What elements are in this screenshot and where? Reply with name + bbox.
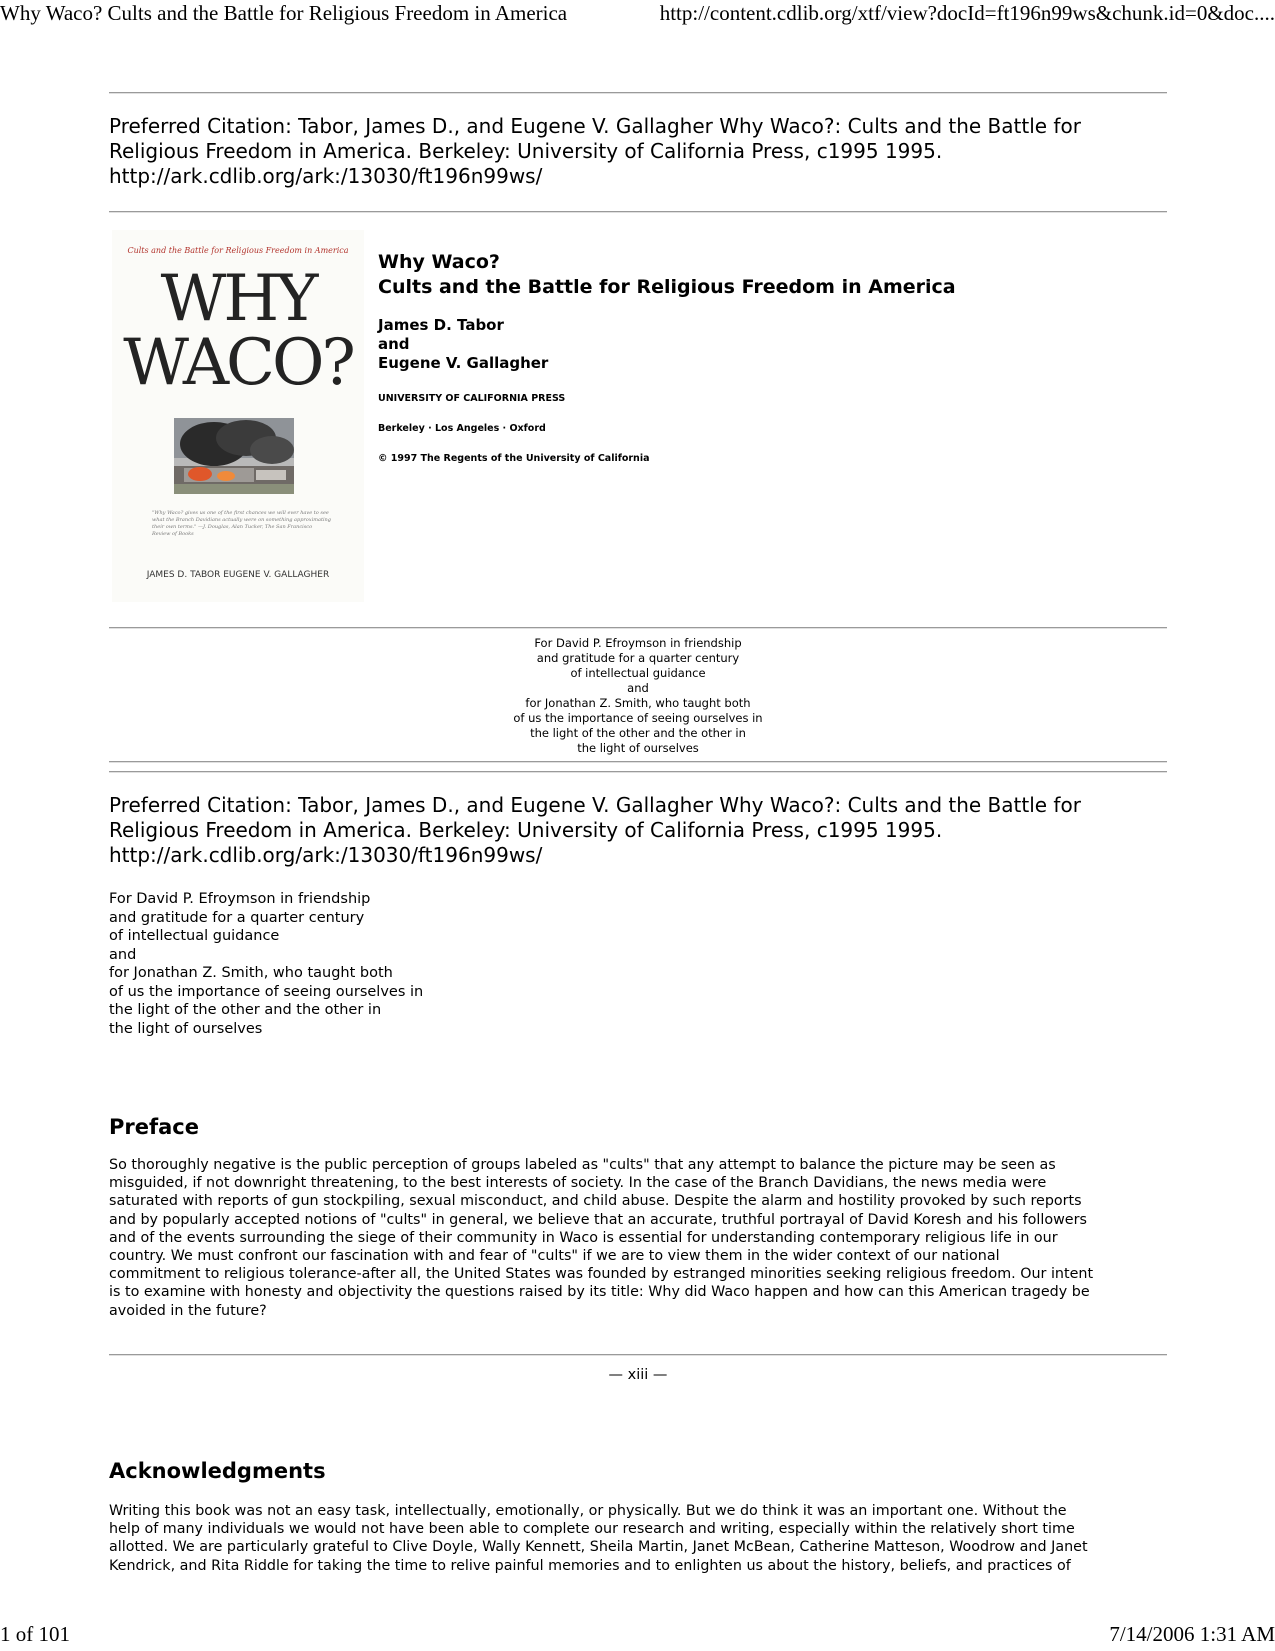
- divider: [109, 771, 1167, 773]
- dedication-line: and gratitude for a quarter century: [536, 651, 740, 665]
- section-heading: Preface: [109, 1115, 199, 1139]
- publisher-places: Berkeley · Los Angeles · Oxford: [378, 423, 546, 434]
- copyright-notice: © 1997 The Regents of the University of California: [378, 453, 650, 464]
- publisher-name: UNIVERSITY OF CALIFORNIA PRESS: [378, 393, 566, 404]
- dedication-line: the light of ourselves: [109, 1020, 263, 1037]
- dedication-line: for Jonathan Z. Smith, who taught both: [109, 965, 393, 981]
- divider: [109, 92, 1167, 94]
- dedication-line: For David P. Efroymson in friendship: [109, 891, 371, 907]
- cover-authors: JAMES D. TABOR EUGENE V. GALLAGHER: [146, 570, 330, 580]
- print-footer-page-count: 1 of 101: [0, 1622, 70, 1646]
- section-heading: Acknowledgments: [109, 1459, 326, 1483]
- divider: [109, 761, 1167, 763]
- dedication-left: [109, 890, 1167, 1038]
- divider: [109, 627, 1167, 629]
- preface-section: [109, 1114, 1167, 1140]
- paragraph-line: Writing this book was not an easy task, intellectually, emotionally, or physically. But we do think it was an important one. Without the: [109, 1503, 1067, 1519]
- dedication-line: the light of the other and the other in: [109, 1002, 382, 1018]
- paragraph-line: and by popularly accepted notions of "cults" in general, we believe that an accurate, truthful portrayal of David Koresh and his followers: [109, 1211, 1087, 1228]
- dedication-line: the light of the other and the other in: [530, 726, 746, 740]
- preface-paragraph: [109, 1156, 1167, 1320]
- dedication-line: and: [627, 681, 649, 695]
- divider: [109, 211, 1167, 213]
- print-footer-timestamp: 7/14/2006 1:31 AM: [1109, 1622, 1275, 1646]
- dedication-line: of intellectual guidance: [109, 928, 280, 944]
- paragraph-line: Kendrick, and Rita Riddle for taking the time to relive painful memories and to enlighten us about the history, beliefs, and practices of: [109, 1557, 1071, 1574]
- acknowledgments-paragraph: [109, 1502, 1167, 1575]
- cover-tagline: Cults and the Battle for Religious Freedom in America: [127, 246, 349, 255]
- book-cover-image: [112, 230, 364, 602]
- dedication-line: For David P. Efroymson in friendship: [534, 636, 742, 650]
- dedication-line: of us the importance of seeing ourselves in: [109, 983, 424, 1000]
- dedication-line: for Jonathan Z. Smith, who taught both: [525, 696, 751, 710]
- author-conjunction: and: [378, 335, 410, 353]
- dedication-line: the light of ourselves: [577, 741, 699, 755]
- print-header-title: Why Waco? Cults and the Battle for Religious Freedom in America: [0, 1, 568, 25]
- acknowledgments-section: [109, 1458, 1167, 1484]
- paragraph-line: allotted. We are particularly grateful to Clive Doyle, Wally Kennett, Sheila Martin, Janet McBean, Catherine Matteson, Woodrow and Janet: [109, 1539, 1088, 1556]
- dedication-line: of intellectual guidance: [570, 666, 706, 680]
- dedication-line: and: [109, 946, 137, 963]
- paragraph-line: avoided in the future?: [109, 1302, 267, 1319]
- author-name: Eugene V. Gallagher: [378, 354, 549, 372]
- citation-line: Preferred Citation: Tabor, James D., and Eugene V. Gallagher Why Waco?: Cults and the Battle for: [109, 793, 1081, 817]
- dedication-centered: [109, 636, 1167, 756]
- paragraph-line: misguided, if not downright threatening, to the best interests of society. In the case of the Branch Davidians, the news media were: [109, 1175, 1047, 1192]
- dedication-line: and gratitude for a quarter century: [109, 909, 365, 926]
- print-header-url: http://content.cdlib.org/xtf/view?docId=ft196n99ws&chunk.id=0&doc....: [659, 1, 1275, 25]
- citation-block: [109, 793, 1167, 868]
- cover-blurb: "Why Waco? gives us one of the first chances we will ever have to see what the Branch Davidians actually were on something approximating their own terms." —J. Douglas, Alan Tucker, The San Francisco Review of Books: [152, 510, 331, 537]
- book-subtitle: Cults and the Battle for Religious Freedom in America: [378, 276, 956, 298]
- citation-line: Religious Freedom in America. Berkeley: University of California Press, c1995 1995.: [109, 139, 943, 163]
- author-name: James D. Tabor: [378, 316, 504, 334]
- paragraph-line: and of the events surrounding the siege of their community in Waco is essential for understanding contemporary religious life in our: [109, 1229, 1058, 1246]
- paragraph-line: So thoroughly negative is the public perception of groups labeled as "cults" that any attempt to balance the picture may be seen as: [109, 1157, 1056, 1173]
- page-number: — xiii —: [608, 1367, 668, 1383]
- book-title: Why Waco?: [378, 251, 500, 273]
- cover-title-line1: WHY: [160, 262, 316, 336]
- paragraph-line: commitment to religious tolerance-after all, the United States was founded by estranged minorities seeking religious freedom. Our intent: [109, 1266, 1094, 1283]
- citation-line: Religious Freedom in America. Berkeley: University of California Press, c1995 1995.: [109, 818, 943, 842]
- cover-title-line2: WACO?: [123, 326, 353, 400]
- citation-block: [109, 114, 1167, 189]
- paragraph-line: saturated with reports of gun stockpiling, sexual misconduct, and child abuse. Despite the alarm and hostility provoked by such reports: [109, 1193, 1082, 1210]
- paragraph-line: help of many individuals we would not have been able to complete our research and writing, especially within the relatively short time: [109, 1521, 1075, 1538]
- citation-link[interactable]: http://ark.cdlib.org/ark:/13030/ft196n99ws/: [109, 843, 543, 867]
- dedication-line: of us the importance of seeing ourselves in: [513, 711, 763, 725]
- paragraph-line: is to examine with honesty and objectivity the questions raised by its title: Why did Waco happen and how can this American tragedy be: [109, 1284, 1090, 1301]
- title-block: [378, 250, 956, 465]
- divider: [109, 1354, 1167, 1356]
- citation-line: Preferred Citation: Tabor, James D., and Eugene V. Gallagher Why Waco?: Cults and the Battle for: [109, 114, 1081, 138]
- citation-link[interactable]: http://ark.cdlib.org/ark:/13030/ft196n99ws/: [109, 164, 543, 188]
- cover-fire-photo: [174, 418, 294, 494]
- paragraph-line: country. We must confront our fascination with and fear of "cults" if we are to view them in the wider context of our national: [109, 1248, 1000, 1265]
